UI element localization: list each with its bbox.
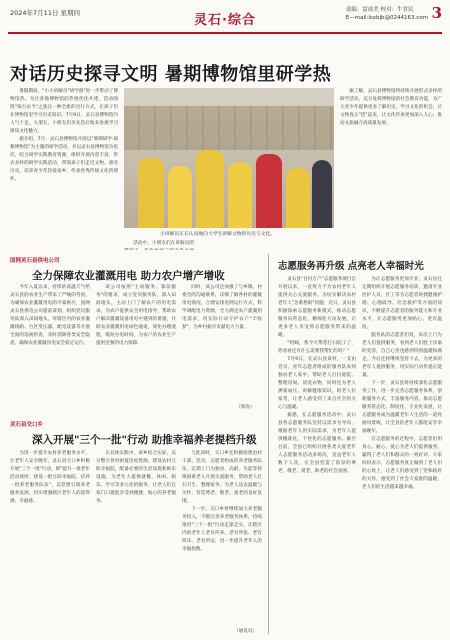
volunteer-paragraph: 在志愿服务的过程中，志愿者们用真心、耐心、爱心为老人们提供服务，赢得了老人们和群众的一致好评。大家纷纷表示，志愿服务真正做到了老人们的心坎上，让老人们感受到了党和政府的关怀，感受到了社会大家庭的温暖，老人们的生活越来越幸福。	[362, 437, 442, 490]
supply-source: 国网灵石县供电公司	[10, 258, 60, 264]
photo-shelf	[124, 106, 334, 150]
volunteer-paragraph: 7月9日，在灵石县某村，一支由党员、青年志愿者组成的服务队来到独居老人家中，帮助老人打扫庭院、整理房间、清洗衣物，同时还为老人测量血压、讲解健康知识，陪老人拉家常，让老人感受到了来自社会的关心与温暖。	[278, 357, 356, 410]
town-column-3	[182, 450, 262, 628]
page-number: 3	[431, 4, 442, 22]
volunteer-paragraph: 服务队的志愿者们说，每次上门为老人们提供服务，看到老人们脸上洋溢的笑容，自己心里也感到特别温暖和满足。今后还将继续坚持下去，为更多的老年人提供服务，用实际行动传递正能量。	[362, 333, 442, 378]
lead-column-1	[10, 88, 118, 246]
town-title: 深入开展"三个一批"行动 助推幸福养老提档升级	[32, 434, 257, 446]
volunteer-paragraph: "阿姨，我今天帮您打扫院子了，您看看还有什么需要我帮忙的吗？"	[278, 341, 356, 354]
volunteer-title: 志愿服务再升级 点亮老人幸福时光	[278, 261, 424, 272]
page-header	[0, 0, 450, 44]
town-paragraph: 在具体实践中，该乡结合实际，充分整合各村闲置房屋资源，建设农村互助幸福院，配备必要的生活设施和娱乐设施，为老年人提供就餐、休闲、娱乐、学习等多元化的服务，让老人们在家门口就能享受到便捷、贴心的养老服务。	[96, 451, 176, 504]
photo-figure	[196, 150, 224, 228]
header-rule	[8, 32, 442, 34]
volunteer-column-1	[278, 276, 356, 634]
supply-paragraph: 同时，该公司还加强了与乡镇、村委会的沟通联系，详细了解各村的灌溉用电情况，合理安排电网运行方式，科学调配电力资源，全力满足农户灌溉用电需求，用实际行动守护农户"丰收梦"，为乡村振兴贡献电力力量。	[182, 285, 262, 330]
volunteer-column-2	[362, 276, 442, 634]
issue-date: 2024年7月11日 星期四	[10, 9, 81, 17]
photo-figure	[138, 158, 164, 228]
supply-column-1	[10, 284, 90, 412]
lead-photo	[124, 88, 334, 228]
photo-figure	[228, 162, 252, 228]
lead-paragraph: 活动中，小朋友们在讲解员的	[133, 241, 194, 246]
section-title: 灵石·综合	[194, 13, 256, 28]
editor-email: E—mail:lsxbjb@0244163.com	[345, 15, 428, 21]
photo-figure	[256, 154, 282, 228]
supply-paragraph: 今年入夏以来，持续的高温天气给灵石县的农业生产带来了严峻的考验。为确保农业灌溉用电的可靠供应，国网灵石县供电公司提前谋划，组织党员服务队深入田间地头，对辖区内的农业灌溉线路、台区变压器、配电设备等开展全面的巡视检查，及时消除各类安全隐患，确保农业灌溉用电安全稳定运行。	[10, 285, 90, 346]
town-column-1	[10, 450, 90, 636]
supply-reporter: （郭涛）	[236, 405, 255, 410]
lead-paragraph: 暑假期间，"小小讲解员"研学游"进一步带动了博物馆热。为让各地博物馆的热情优化共建，活动围绕"探古访今"之旅这一种全新的出行方式，让孩子们在博物馆里学习历史知识。7月9日，灵石县博物馆内人气十足，大朋友、小朋友们争先恐后地来参观学习感知文化魅力。	[10, 89, 118, 134]
lead-column-2	[124, 240, 194, 250]
photo-figure	[286, 168, 310, 228]
photo-figure	[168, 166, 192, 228]
volunteer-paragraph: 下一步，灵石县将持续深化志愿服务工作，进一步完善志愿服务体系，创新服务方式，丰富服务内容，推动志愿服务常态化、制度化、专业化发展，让志愿服务成为温暖老年人生活的一道亮丽风景线，让全县的老年人都能安享幸福晚年。	[362, 381, 442, 434]
volunteer-paragraph: 灵石县"百村万户"志愿服务项目自开展以来，一直致力于为农村老年人提供关心关爱服务。为切实解决农村老年人"急难愁盼"问题，近日，灵石县积极探索志愿服务新模式，推动志愿服务向常态化、精细化方向发展，让更多老人享受到志愿服务带来的温暖。	[278, 277, 356, 338]
town-column-2	[96, 450, 176, 636]
photo-caption: 小讲解员正在认真地向大学生讲解文物的历史与文化。	[160, 232, 276, 237]
editor-info	[346, 6, 428, 22]
lead-paragraph: 据了解，灵石县博物馆将持续开展形式多样的研学活动，充分发挥博物馆的社会教育功能，为广大青少年提供更多了解历史、学习文化的机会，让文物真正"活"起来，让文化传承更加深入人心，推动文旅融合高质量发展。	[340, 89, 442, 126]
town-paragraph: 与此同时，交口乡还积极组建由村干部、党员、志愿者组成的养老服务队伍，定期上门为独居、高龄、失能等特殊困难老人开展关爱服务，帮助老人打扫卫生、整理家务，为老人送去温暖与关怀，营造尊老、敬老、爱老的良好氛围。	[182, 451, 262, 504]
lead-headline: 对话历史探寻文明 暑期博物馆里研学热	[10, 64, 332, 85]
supply-paragraph: 该公司按照"主动服务、靠前服务"的要求，成立党员服务队，深入田间地头，主动上门了解农户的用电需求，为农户提供安全用电指导，帮助农户解决灌溉设备用电中遇到的难题，开辟农业灌溉用电绿色通道，简化办理流程，缩短办电时间，为农户的农业生产提供坚强的电力保障。	[96, 285, 176, 346]
town-reporter: （通讯员）	[234, 629, 257, 634]
town-paragraph: 为进一步提升农村养老服务水平，让老年人安享晚年，灵石县交口乡积极开展"三个一批"行动，即"提升一批老年活动场所、建设一批互助幸福院、培养一批养老服务队伍"，以党建引领养老服务发展，切实增强辖区老年人的获得感、幸福感。	[10, 451, 90, 504]
town-paragraph: 下一步，交口乡将继续加大养老服务投入，不断完善养老服务体系，持续推进"三个一批"行动走深走实，让辖区内的老年人老有所养、老有所依、老有所乐、老有所安，进一步提升老年人的幸福指数。	[182, 507, 262, 552]
supply-column-3	[182, 284, 262, 404]
column-divider	[268, 254, 269, 634]
lead-column-side	[340, 88, 442, 246]
supply-column-2	[96, 284, 176, 412]
lead-column-3	[200, 240, 201, 241]
editor-line: 责编：雷成美 校对：牛君民	[345, 7, 414, 13]
town-source: 灵石县交口乡	[10, 422, 44, 428]
volunteer-paragraph: 据悉，在志愿服务活动中，灵石县各志愿服务队坚持以需求为导向，根据老年人的实际需求，为老年人提供精准化、个性化的志愿服务。截至目前，全县已组织开展各类关爱老年人志愿服务活动多场次，受益老年人数千人次，在全县营造了浓厚的尊老、敬老、爱老、助老的社会氛围。	[278, 413, 356, 474]
lead-paragraph: 据介绍，7月，灵石县博物馆开展以"暑期研学·探秘博物馆"为主题的研学活动，并以灵石县博物馆为依托，结合研学实践教育资源，组织开展内容丰富、形式多样的研学实践活动，带领孩子们走近文物、感受历史，培养青少年热爱家乡、传承优秀传统文化的情怀。	[10, 137, 118, 182]
photo-figure	[312, 160, 332, 228]
volunteer-paragraph: 为让志愿服务更加专业，灵石县还定期组织开展志愿服务培训，邀请专业医护人员、社工等为志愿者讲授健康护理、心理疏导、应急救护等方面的知识，不断提升志愿者的服务能力和专业水平，让志愿服务更加贴心、更有温度。	[362, 277, 442, 330]
lead-paragraph	[200, 240, 201, 241]
supply-title: 全力保障农业灌溉用电 助力农户增产增收	[32, 270, 225, 282]
